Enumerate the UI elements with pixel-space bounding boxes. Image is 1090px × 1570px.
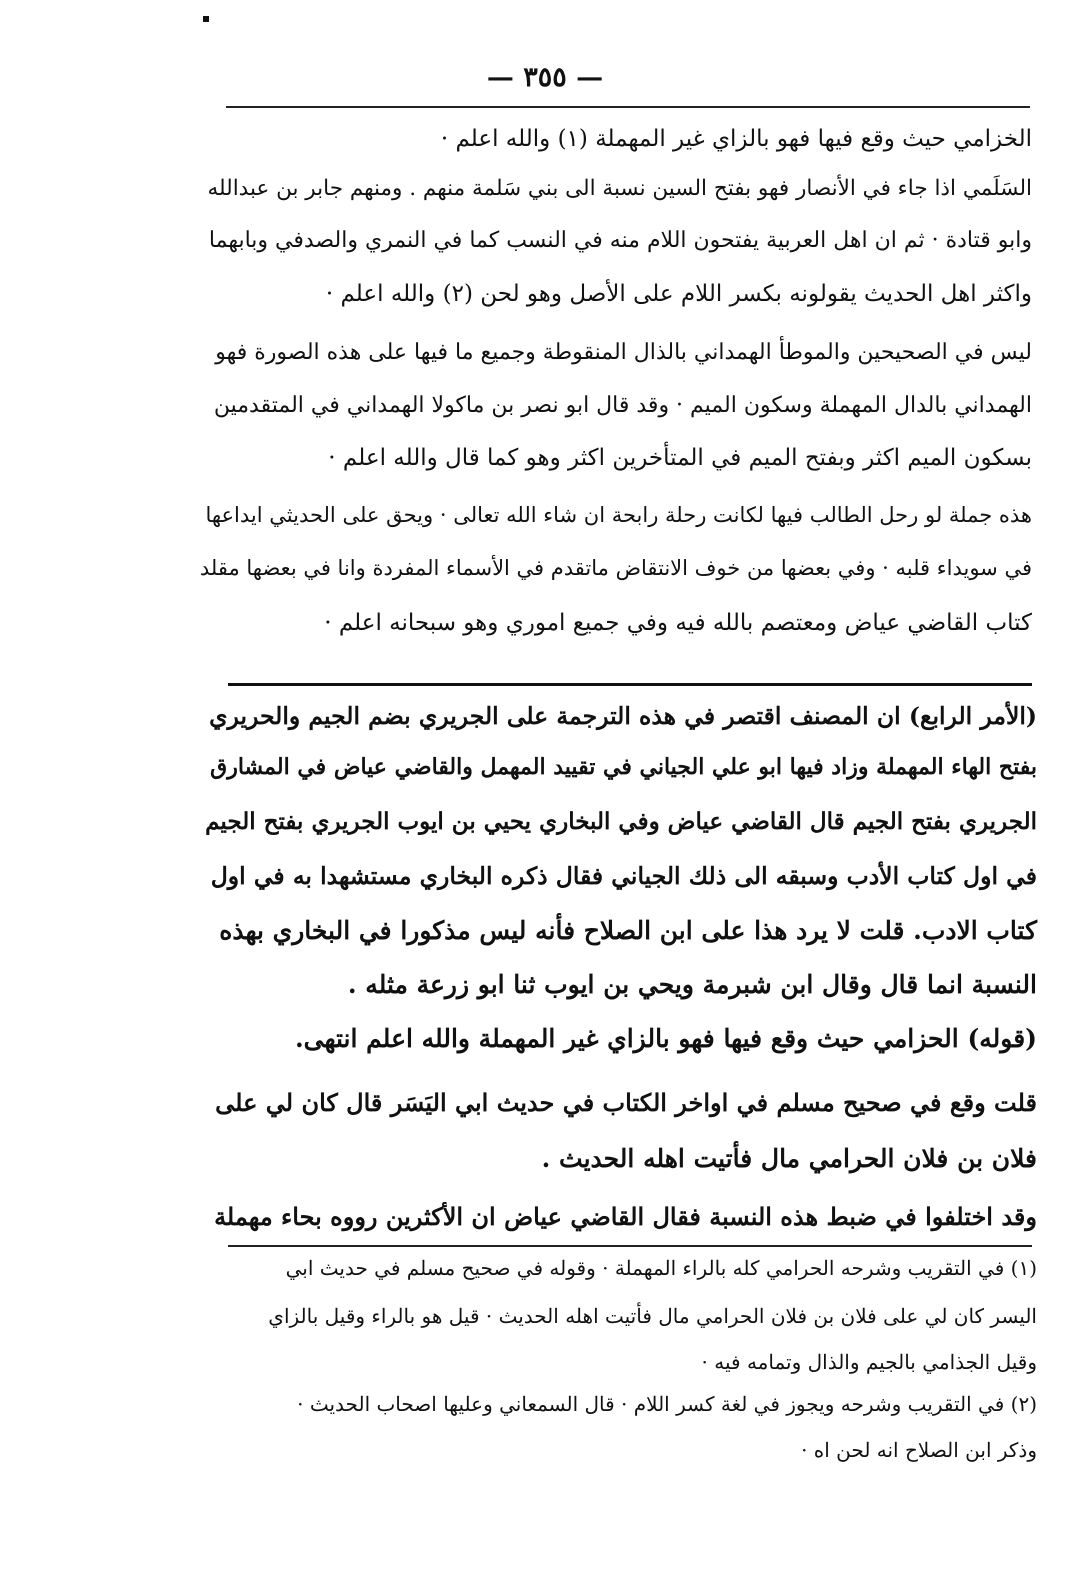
lower-line: (قوله) الحزامي حيث وقع فيها فهو بالزاي غير المهملة والله اعلم انتهى.	[294, 1024, 1037, 1053]
footnote-line: وذكر ابن الصلاح انه لحن اه ·	[801, 1438, 1037, 1462]
lower-line: الجريري بفتح الجيم قال القاضي عياض وفي البخاري يحيي بن ايوب الجريري بفتح الجيم	[205, 808, 1037, 835]
lower-text-block	[205, 694, 1037, 1254]
upper-text-block	[200, 118, 1032, 698]
upper-line: كتاب القاضي عياض ومعتصم بالله فيه وفي جميع اموري وهو سبحانه اعلم ·	[324, 610, 1032, 636]
page-number: — ٣٥٥ —	[486, 62, 604, 93]
upper-line: في سويداء قلبه · وفي بعضها من خوف الانتقاض ماتقدم في الأسماء المفردة وانا في بعضها مقلد	[199, 556, 1032, 580]
lower-line: فلان بن فلان الحرامي مال فأتيت اهله الحديث .	[541, 1144, 1037, 1173]
upper-line: الخزامي حيث وقع فيها فهو بالزاي غير المهملة (١) والله اعلم ·	[440, 126, 1032, 152]
footnote-line: (١) في التقريب وشرحه الحرامي كله بالراء المهملة · وقوله في صحيح مسلم في حديث ابي	[285, 1256, 1037, 1280]
lower-line: النسبة انما قال وقال ابن شبرمة ويحي بن ايوب ثنا ابو زرعة مثله .	[347, 970, 1037, 999]
lower-line: (الأمر الرابع) ان المصنف اقتصر في هذه الترجمة على الجريري بضم الجيم والحريري	[209, 702, 1037, 730]
footnote-rule	[228, 1245, 1032, 1247]
upper-line: السَلَمي اذا جاء في الأنصار فهو بفتح السين نسبة الى بني سَلمة منهم . ومنهم جابر بن عبدالله	[207, 176, 1032, 201]
upper-line: هذه جملة لو رحل الطالب فيها لكانت رحلة رابحة ان شاء الله تعالى · ويحق على الحديثي ايداعها	[205, 503, 1032, 527]
header-rule	[226, 106, 1030, 108]
upper-line: واكثر اهل الحديث يقولونه بكسر اللام على الأصل وهو لحن (٢) والله اعلم ·	[325, 281, 1032, 307]
footnote-line: اليسر كان لي على فلان بن فلان الحرامي مال فأتيت اهله الحديث · قيل هو بالراء وقيل بالزاي	[268, 1304, 1037, 1328]
upper-line: ليس في الصحيحين والموطأ الهمداني بالذال المنقوطة وجميع ما فيها على هذه الصورة فهو	[215, 340, 1032, 365]
footnote-line: (٢) في التقريب وشرحه ويجوز في لغة كسر اللام · قال السمعاني وعليها اصحاب الحديث ·	[297, 1392, 1037, 1416]
ink-speck	[203, 16, 209, 22]
lower-line: وقد اختلفوا في ضبط هذه النسبة فقال القاضي عياض ان الأكثرين رووه بحاء مهملة	[214, 1202, 1037, 1231]
footnote-line: وقيل الجذامي بالجيم والذال وتمامه فيه ·	[701, 1350, 1037, 1374]
lower-line: كتاب الادب. قلت لا يرد هذا على ابن الصلاح فأنه ليس مذكورا في البخاري بهذه	[219, 916, 1037, 945]
upper-line: بسكون الميم اكثر وبفتح الميم في المتأخرين اكثر وهو كما قال والله اعلم ·	[328, 445, 1032, 471]
lower-line: في اول كتاب الأدب وسبقه الى ذلك الجياني فقال ذكره البخاري مستشهدا به في اول	[210, 862, 1037, 890]
upper-line: الهمداني بالدال المهملة وسكون الميم · وقد قال ابو نصر بن ماكولا الهمداني في المتقدمين	[213, 393, 1032, 418]
lower-line: بفتح الهاء المهملة وزاد فيها ابو علي الجياني في تقييد المهمل والقاضي عياض في المشارق	[210, 754, 1037, 780]
footnotes-block	[205, 1250, 1037, 1480]
upper-line: وابو قتادة · ثم ان اهل العربية يفتحون اللام منه في النسب كما في النمري والصدفي وبابهما	[208, 228, 1032, 253]
lower-line: قلت وقع في صحيح مسلم في اواخر الكتاب في حديث ابي اليَسَر قال كان لي على	[215, 1088, 1037, 1117]
section-rule	[228, 683, 1032, 686]
